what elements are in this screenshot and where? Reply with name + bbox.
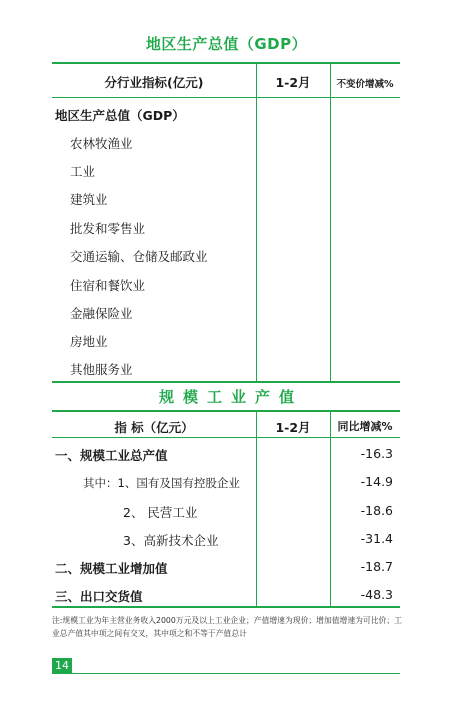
industry-table-bottom-rule xyxy=(52,606,400,608)
industry-value-export: -48.3 xyxy=(360,587,393,602)
industry-value-state-owned: -14.9 xyxy=(360,474,393,489)
gdp-column-divider xyxy=(256,62,257,382)
gdp-table-top-rule xyxy=(52,62,400,64)
industry-value-value-added: -18.7 xyxy=(360,559,393,574)
industry-value-high-tech: -31.4 xyxy=(360,531,393,546)
industry-row-gross-output: 一、规模工业总产值 xyxy=(55,448,168,463)
gdp-row-hospitality: 住宿和餐饮业 xyxy=(70,278,146,293)
industry-column-divider xyxy=(256,410,257,607)
industry-table-top-rule xyxy=(52,410,400,412)
gdp-header-growth: 不变价增减% xyxy=(336,79,394,90)
industry-header-indicator: 指 标（亿元） xyxy=(114,420,194,435)
industry-value-gross-output: -16.3 xyxy=(360,446,393,461)
gdp-row-construction: 建筑业 xyxy=(70,192,108,207)
industry-row-state-owned: 其中：1、国有及国有控股企业 xyxy=(83,476,240,490)
industry-header-period: 1-2月 xyxy=(275,420,311,435)
gdp-section-title: 地区生产总值（GDP） xyxy=(145,35,308,53)
gdp-row-industry: 工业 xyxy=(70,164,96,179)
gdp-header-indicator: 分行业指标(亿元) xyxy=(104,75,204,90)
industry-column-divider xyxy=(330,410,331,607)
gdp-row-real-estate: 房地业 xyxy=(70,334,108,349)
page-number: 14 xyxy=(52,658,72,674)
gdp-column-divider xyxy=(330,62,331,382)
gdp-header-rule xyxy=(52,97,400,98)
industry-row-export: 三、出口交货值 xyxy=(55,589,143,604)
industry-row-value-added: 二、规模工业增加值 xyxy=(55,561,168,576)
gdp-row-other-services: 其他服务业 xyxy=(70,362,133,377)
gdp-row-wholesale-retail: 批发和零售业 xyxy=(70,221,146,236)
gdp-row-transport: 交通运输、仓储及邮政业 xyxy=(70,249,208,264)
industry-row-private: 2、 民营工业 xyxy=(123,505,198,520)
gdp-row-finance: 金融保险业 xyxy=(70,306,133,321)
footnote: 注:规模工业为年主营业务收入2000万元及以上工业企业；产值增速为现价；增加值增速为可比价；工业总产值其中项之间有交叉，其中项之和不等于产值总计 xyxy=(52,616,402,638)
industry-header-growth: 同比增减% xyxy=(337,420,393,433)
gdp-table-bottom-rule xyxy=(52,381,400,383)
industry-row-high-tech: 3、高新技术企业 xyxy=(123,533,219,548)
footer-rule xyxy=(72,673,400,674)
industry-value-private: -18.6 xyxy=(360,503,393,518)
gdp-row-agriculture: 农林牧渔业 xyxy=(70,136,133,151)
gdp-header-period: 1-2月 xyxy=(275,75,311,90)
industry-header-rule xyxy=(52,437,400,438)
industry-section-title: 规模工业产值 xyxy=(158,388,303,406)
gdp-row-total: 地区生产总值（GDP） xyxy=(55,108,185,123)
